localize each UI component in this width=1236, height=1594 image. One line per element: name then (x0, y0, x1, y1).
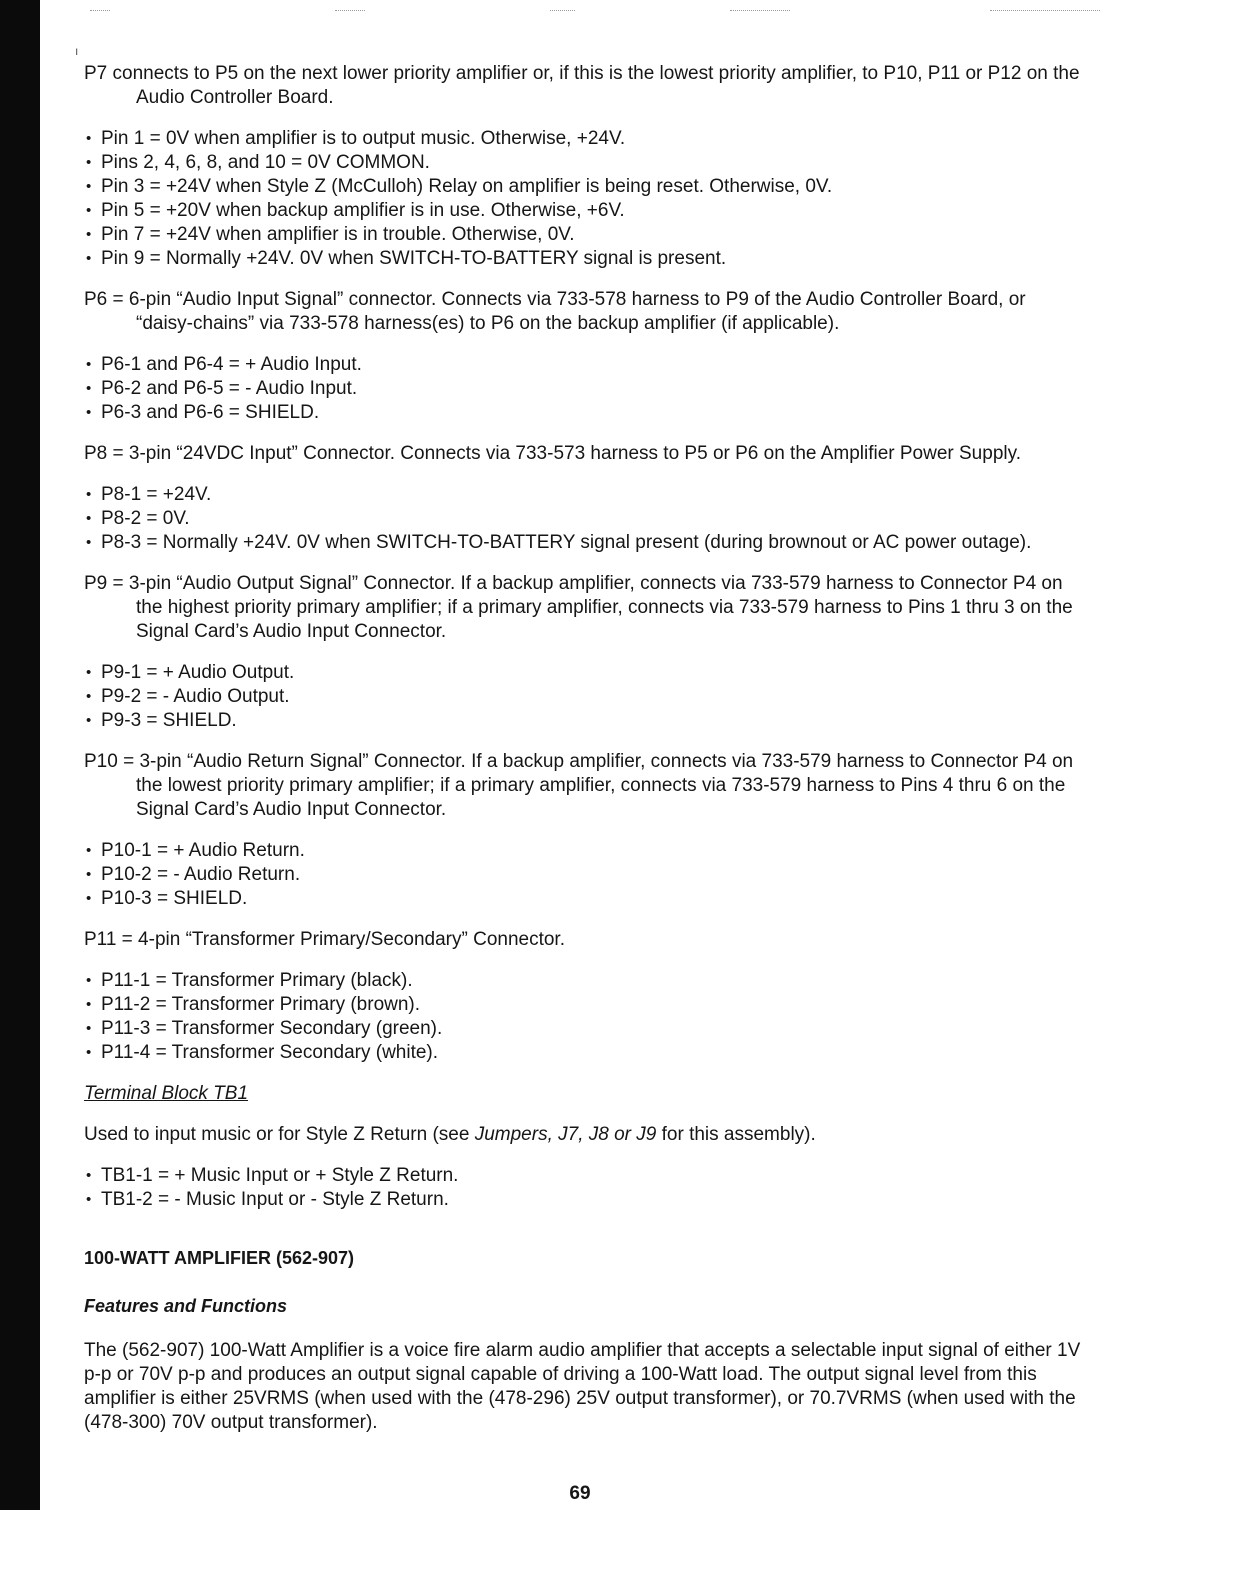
scan-binding-edge (0, 0, 40, 1510)
tb1-heading: Terminal Block TB1 (84, 1083, 249, 1104)
list-item: • Pin 1 = 0V when amplifier is to output music. Otherwise, +24V. (84, 127, 1084, 151)
page-number: 69 (569, 1483, 591, 1504)
list-item: • P6-1 and P6-4 = + Audio Input. (84, 353, 1084, 377)
list-item: • P11-1 = Transformer Primary (black). (84, 969, 1084, 993)
p10-intro: P10 = 3-pin “Audio Return Signal” Connector. If a backup amplifier, connects via 733-579 harness to Connector P4 on the lowest priority primary amplifier; if a primary amplifier, connects via 733-579 harness to Pins 4 thru 6 on the Signal Card’s Audio Input Connector. (84, 751, 1074, 820)
list-item: • Pin 3 = +24V when Style Z (McCulloh) Relay on amplifier is being reset. Otherwise, 0V. (84, 175, 1084, 199)
list-item: • P9-2 = - Audio Output. (84, 685, 1084, 709)
scan-artifact (990, 10, 1100, 13)
tb1-text-before: Used to input music or for Style Z Return (see (84, 1124, 475, 1145)
tb1-pin-list (84, 1164, 1084, 1212)
document-page (84, 62, 1084, 1435)
scan-artifact (550, 10, 575, 13)
section-heading: 100-WATT AMPLIFIER (562-907) (84, 1248, 355, 1268)
p7-intro: P7 connects to P5 on the next lower priority amplifier or, if this is the lowest priority amplifier, to P10, P11 or P12 on the Audio Controller Board. (84, 63, 1080, 108)
scan-artifact (335, 10, 365, 13)
list-item: • Pin 5 = +20V when backup amplifier is in use. Otherwise, +6V. (84, 199, 1084, 223)
list-item: • P6-2 and P6-5 = - Audio Input. (84, 377, 1084, 401)
list-item: • Pins 2, 4, 6, 8, and 10 = 0V COMMON. (84, 151, 1084, 175)
p6-intro: P6 = 6-pin “Audio Input Signal” connector. Connects via 733-578 harness to P9 of the Audio Controller Board, or “daisy-chains” via 733-578 harness(es) to P6 on the backup amplifier (if applicable). (84, 289, 1026, 334)
list-item: • P10-2 = - Audio Return. (84, 863, 1084, 887)
list-item: • TB1-2 = - Music Input or - Style Z Return. (84, 1188, 1084, 1212)
list-item: • P8-1 = +24V. (84, 483, 1084, 507)
list-item: • P6-3 and P6-6 = SHIELD. (84, 401, 1084, 425)
p6-pin-list (84, 353, 1084, 425)
scan-artifact (730, 10, 790, 13)
p7-pin-list (84, 127, 1084, 271)
list-item: • P11-4 = Transformer Secondary (white). (84, 1041, 1084, 1065)
p8-intro: P8 = 3-pin “24VDC Input” Connector. Connects via 733-573 harness to P5 or P6 on the Amplifier Power Supply. (84, 443, 1021, 464)
p11-pin-list (84, 969, 1084, 1065)
features-paragraph: The (562-907) 100-Watt Amplifier is a voice fire alarm audio amplifier that accepts a selectable input signal of either 1V p-p or 70V p-p and produces an output signal capable of driving a 100-Watt load. The output signal level from this amplifier is either 25VRMS (when used with the (478-296) 25V output transformer), or 70.7VRMS (when used with the (478-300) 70V output transformer). (84, 1340, 1081, 1433)
tb1-jumper-reference: Jumpers, J7, J8 or J9 (474, 1124, 657, 1145)
list-item: • P9-1 = + Audio Output. (84, 661, 1084, 685)
tb1-description (84, 1123, 1084, 1147)
list-item: • Pin 7 = +24V when amplifier is in trouble. Otherwise, 0V. (84, 223, 1084, 247)
list-item: • Pin 9 = Normally +24V. 0V when SWITCH-TO-BATTERY signal is present. (84, 247, 1084, 271)
p11-intro: P11 = 4-pin “Transformer Primary/Secondary” Connector. (84, 929, 565, 950)
subsection-heading: Features and Functions (84, 1296, 288, 1316)
scan-artifact (90, 10, 110, 13)
list-item: • P11-2 = Transformer Primary (brown). (84, 993, 1084, 1017)
list-item: • P9-3 = SHIELD. (84, 709, 1084, 733)
tb1-text-after: for this assembly). (656, 1124, 816, 1145)
list-item: • P11-3 = Transformer Secondary (green). (84, 1017, 1084, 1041)
list-item: • P8-3 = Normally +24V. 0V when SWITCH-TO-BATTERY signal present (during brownout or AC power outage). (84, 531, 1084, 555)
p10-pin-list (84, 839, 1084, 911)
p9-intro: P9 = 3-pin “Audio Output Signal” Connector. If a backup amplifier, connects via 733-579 harness to Connector P4 on the highest priority primary amplifier; if a primary amplifier, connects via 733-579 harness to Pins 1 thru 3 on the Signal Card’s Audio Input Connector. (84, 573, 1073, 642)
list-item: • P10-3 = SHIELD. (84, 887, 1084, 911)
scan-mark: ı (75, 44, 79, 58)
p8-pin-list (84, 483, 1084, 555)
list-item: • P10-1 = + Audio Return. (84, 839, 1084, 863)
list-item: • TB1-1 = + Music Input or + Style Z Return. (84, 1164, 1084, 1188)
list-item: • P8-2 = 0V. (84, 507, 1084, 531)
p9-pin-list (84, 661, 1084, 733)
